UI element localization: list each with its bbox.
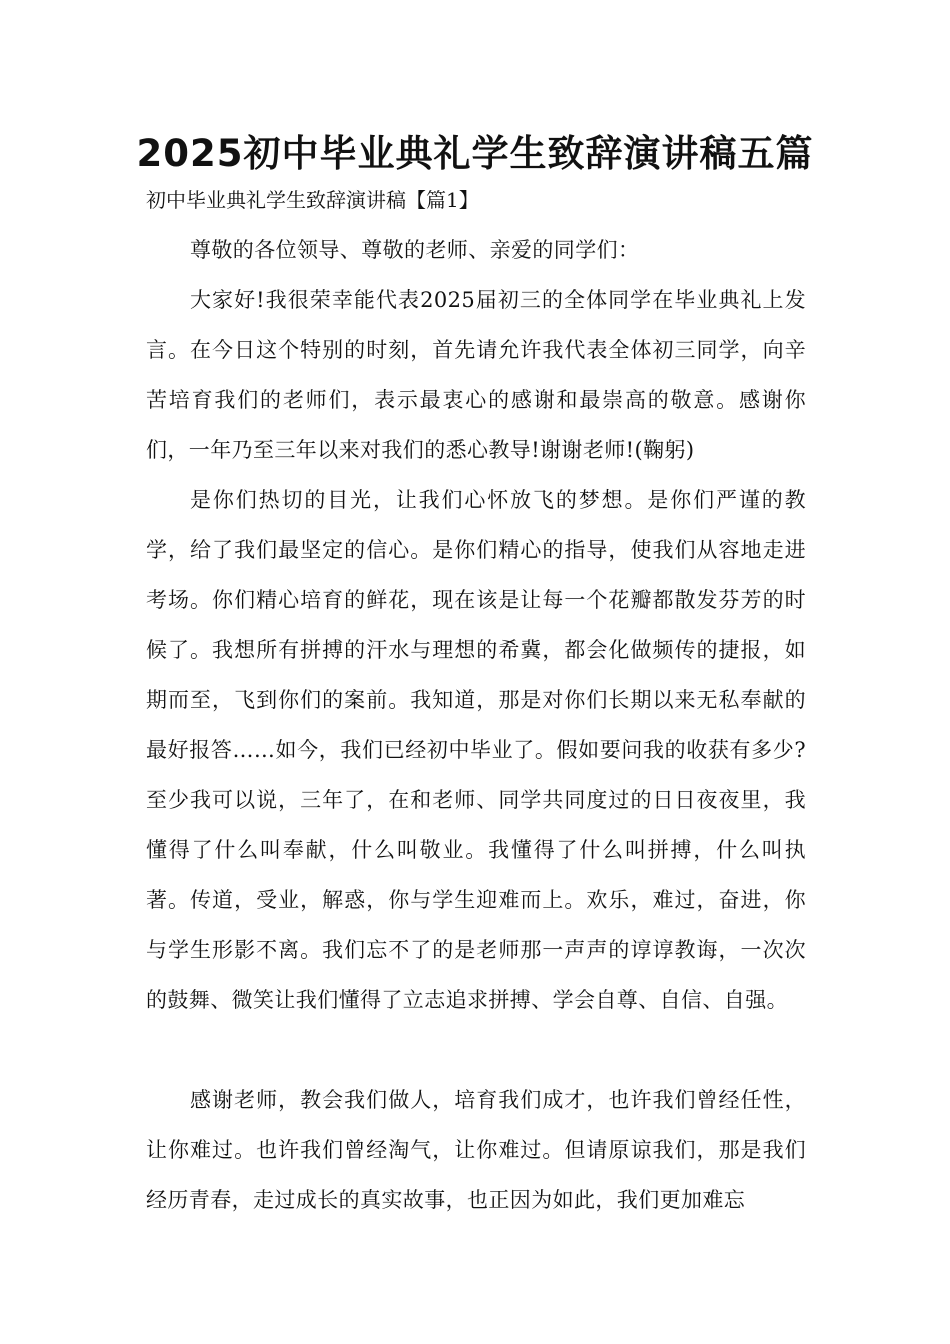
section-heading: 初中毕业典礼学生致辞演讲稿【篇1】 xyxy=(146,188,479,212)
paragraph-thanks: 感谢老师，教会我们做人，培育我们成才，也许我们曾经任性，让你难过。也许我们曾经淘气，让你难过。但请原谅我们，那是我们经历青春，走过成长的真实故事，也正因为如此，我们更加难忘 xyxy=(146,1088,806,1212)
paragraph-opening: 大家好!我很荣幸能代表2025届初三的全体同学在毕业典礼上发言。在今日这个特别的时刻，首先请允许我代表全体初三同学，向辛苦培育我们的老师们，表示最衷心的感谢和最崇高的敬意。感谢你们，一年乃至三年以来对我们的悉心教导!谢谢老师!(鞠躬) xyxy=(146,288,806,462)
paragraph-gratitude: 是你们热切的目光，让我们心怀放飞的梦想。是你们严谨的教学，给了我们最坚定的信心。是你们精心的指导，使我们从容地走进考场。你们精心培育的鲜花，现在该是让每一个花瓣都散发芬芳的时候了。我想所有拼搏的汗水与理想的希冀，都会化做频传的捷报，如期而至，飞到你们的案前。我知道，那是对你们长期以来无私奉献的最好报答……如今，我们已经初中毕业了。假如要问我的收获有多少?至少我可以说，三年了，在和老师、同学共同度过的日日夜夜里，我懂得了什么叫奉献，什么叫敬业。我懂得了什么叫拼搏，什么叫执著。传道，受业，解惑，你与学生迎难而上。欢乐，难过，奋进，你与学生形影不离。我们忘不了的是老师那一声声的谆谆教诲，一次次的鼓舞、微笑让我们懂得了立志追求拼搏、学会自尊、自信、自强。 xyxy=(146,488,806,1012)
paragraph-greeting: 尊敬的各位领导、尊敬的老师、亲爱的同学们： xyxy=(190,238,640,262)
document-title: 2025初中毕业典礼学生致辞演讲稿五篇 xyxy=(136,132,814,175)
